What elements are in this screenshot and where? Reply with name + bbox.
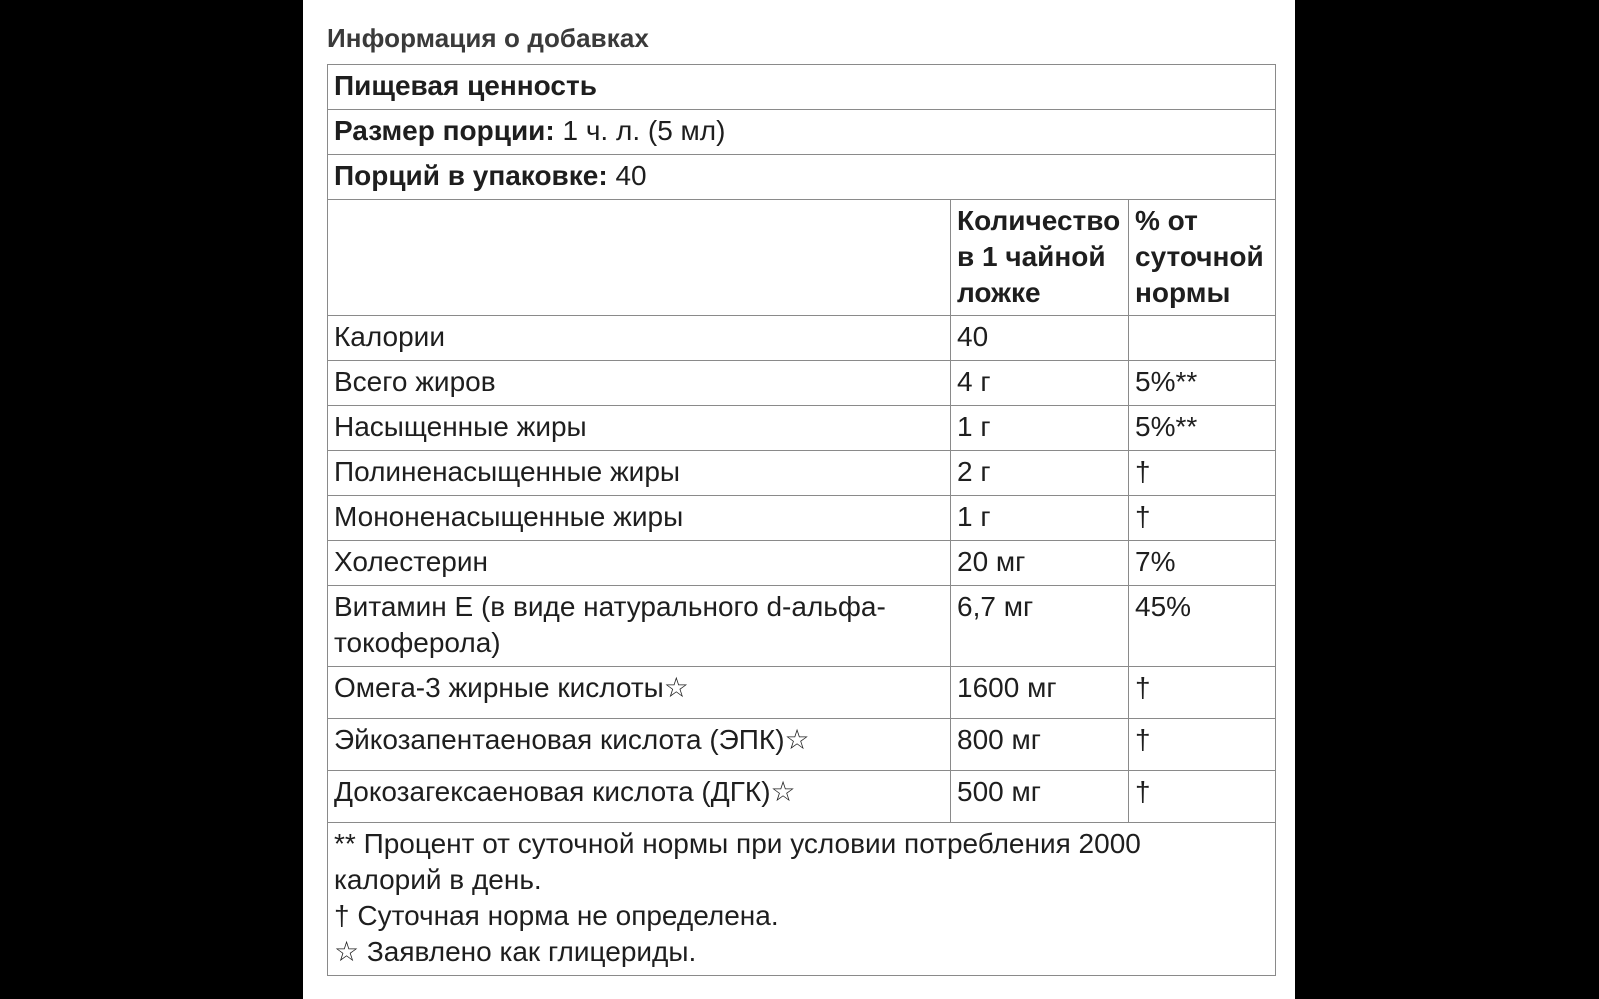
nutrient-amount: 1 г bbox=[951, 496, 1129, 541]
nutrient-amount: 500 мг bbox=[951, 771, 1129, 823]
serving-size-row bbox=[328, 110, 1276, 155]
nutrient-name: Калории bbox=[328, 316, 951, 361]
nutrient-amount: 1 г bbox=[951, 406, 1129, 451]
servings-label: Порций в упаковке: bbox=[334, 160, 608, 191]
dagger-footnote: † Суточная норма не определена. bbox=[334, 900, 779, 931]
nutrient-daily-value: † bbox=[1129, 771, 1276, 823]
nutrient-daily-value bbox=[1129, 316, 1276, 361]
nutrient-name: Полиненасыщенные жиры bbox=[328, 451, 951, 496]
nutrient-amount: 800 мг bbox=[951, 719, 1129, 771]
footnotes-row bbox=[328, 823, 1276, 976]
serving-size-value: 1 ч. л. (5 мл) bbox=[562, 115, 726, 146]
supplement-info-page bbox=[303, 0, 1295, 999]
servings-value: 40 bbox=[615, 160, 647, 191]
nutrient-daily-value: 5%** bbox=[1129, 406, 1276, 451]
nutrient-name: Насыщенные жиры bbox=[328, 406, 951, 451]
section-title: Информация о добавках bbox=[327, 23, 649, 53]
nutrient-row bbox=[328, 771, 1276, 823]
nutrient-daily-value: 7% bbox=[1129, 541, 1276, 586]
header-blank-cell bbox=[328, 200, 951, 316]
nutrient-name: Мононенасыщенные жиры bbox=[328, 496, 951, 541]
nutrient-name: Эйкозапентаеновая кислота (ЭПК)☆ bbox=[328, 719, 951, 771]
nutrient-row bbox=[328, 361, 1276, 406]
nutrient-row bbox=[328, 451, 1276, 496]
footnotes-cell bbox=[328, 823, 1276, 976]
nutrient-row bbox=[328, 586, 1276, 667]
nutrient-daily-value: † bbox=[1129, 496, 1276, 541]
panel-title-row bbox=[328, 65, 1276, 110]
nutrient-row bbox=[328, 316, 1276, 361]
nutrient-row bbox=[328, 667, 1276, 719]
nutrient-daily-value: † bbox=[1129, 719, 1276, 771]
nutrient-daily-value: 45% bbox=[1129, 586, 1276, 667]
nutrient-amount: 20 мг bbox=[951, 541, 1129, 586]
daily-value-column-header: % от суточной нормы bbox=[1129, 200, 1276, 316]
nutrient-row bbox=[328, 406, 1276, 451]
nutrient-daily-value: † bbox=[1129, 667, 1276, 719]
nutrient-amount: 40 bbox=[951, 316, 1129, 361]
nutrient-row bbox=[328, 541, 1276, 586]
nutrient-name: Холестерин bbox=[328, 541, 951, 586]
daily-value-footnote: ** Процент от суточной нормы при условии потребления 2000 калорий в день. bbox=[334, 828, 1141, 895]
supplement-facts-table bbox=[327, 64, 1276, 976]
nutrient-amount: 2 г bbox=[951, 451, 1129, 496]
nutrient-amount: 6,7 мг bbox=[951, 586, 1129, 667]
column-header-row bbox=[328, 200, 1276, 316]
nutrient-daily-value: † bbox=[1129, 451, 1276, 496]
servings-per-container-row bbox=[328, 155, 1276, 200]
nutrient-row bbox=[328, 719, 1276, 771]
panel-title: Пищевая ценность bbox=[328, 65, 1276, 110]
nutrient-amount: 1600 мг bbox=[951, 667, 1129, 719]
serving-size-label: Размер порции: bbox=[334, 115, 555, 146]
nutrient-name: Всего жиров bbox=[328, 361, 951, 406]
nutrient-amount: 4 г bbox=[951, 361, 1129, 406]
glycerides-footnote: ☆ Заявлено как глицериды. bbox=[334, 936, 697, 967]
nutrient-row bbox=[328, 496, 1276, 541]
nutrient-name: Докозагексаеновая кислота (ДГК)☆ bbox=[328, 771, 951, 823]
nutrient-daily-value: 5%** bbox=[1129, 361, 1276, 406]
amount-column-header: Количество в 1 чайной ложке bbox=[951, 200, 1129, 316]
nutrient-name: Омега-3 жирные кислоты☆ bbox=[328, 667, 951, 719]
nutrient-name: Витамин E (в виде натурального d-альфа-токоферола) bbox=[328, 586, 951, 667]
